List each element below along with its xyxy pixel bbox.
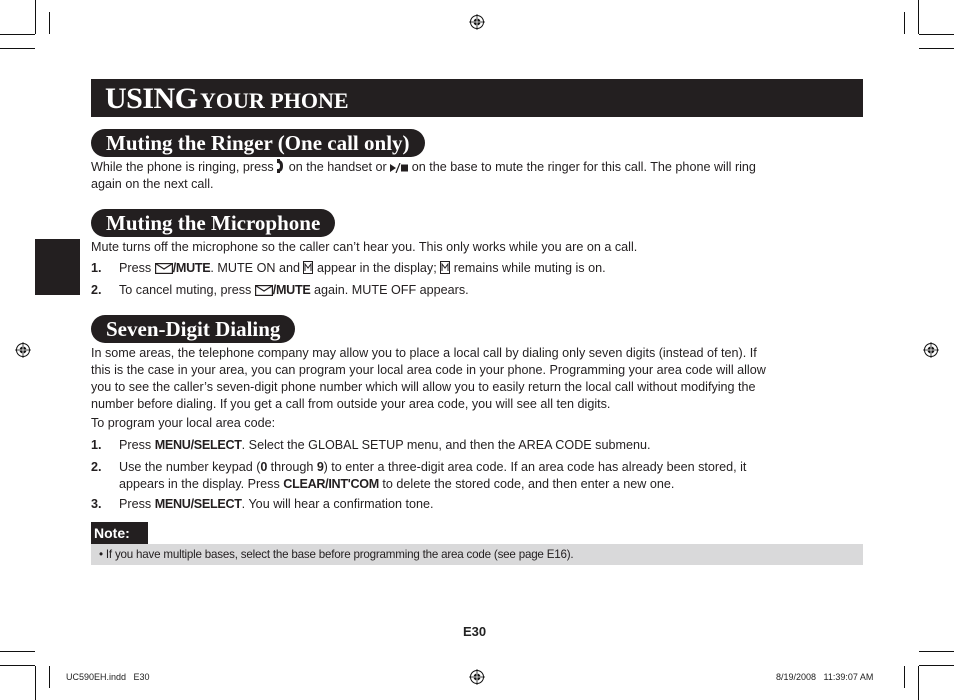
envelope-icon xyxy=(155,263,173,274)
footer-file: UC590EH.indd E30 xyxy=(66,672,150,682)
mute-step-number: 1. xyxy=(91,261,102,275)
mute-display-icon xyxy=(440,261,450,274)
crop-mark xyxy=(49,666,50,688)
crop-mark xyxy=(919,665,954,666)
area-step-2: Use the number keypad (0 through 9) to enter a three-digit area code. If an area code has already been stored, it appears in the display. Press CLEAR/INT'COM to delete the stored code, and then enter a new one. xyxy=(119,460,747,491)
area-step-3: Press MENU/SELECT. You will hear a confirmation tone. xyxy=(119,497,434,511)
crop-mark xyxy=(0,665,35,666)
crop-mark xyxy=(0,651,35,652)
section-heading-muting-ringer: Muting the Ringer (One call only) xyxy=(91,129,425,157)
section-heading-seven-digit: Seven-Digit Dialing xyxy=(91,315,295,343)
page-title-main: USING xyxy=(105,82,198,115)
crop-mark xyxy=(918,666,919,700)
area-step-number: 3. xyxy=(91,497,102,511)
registration-mark-icon xyxy=(15,342,31,358)
to-program-label: To program your local area code: xyxy=(91,416,276,430)
note-text: • If you have multiple bases, select the base before programming the area code (see page E16). xyxy=(91,544,863,565)
crop-mark xyxy=(919,651,954,652)
envelope-icon xyxy=(255,285,273,296)
handset-phone-icon xyxy=(277,159,285,173)
crop-mark xyxy=(0,48,35,49)
registration-mark-icon xyxy=(469,669,485,685)
mute-step-2: To cancel muting, press /MUTE again. MUTE OFF appears. xyxy=(119,283,469,297)
page-title-bar xyxy=(91,79,863,117)
area-step-number: 1. xyxy=(91,438,102,452)
seven-digit-paragraph: In some areas, the telephone company may allow you to place a local call by dialing only seven digits (instead of ten). If this is the case in your area, you can program your local area code in your phone. Programming your area code will allow you to see the caller’s seven-digit phone number which will allow you to easily return the local call without modifying the number before dialing. If you get a call from outside your area code, you will see all ten digits. xyxy=(91,346,766,411)
note-label: Note: xyxy=(91,522,148,544)
play-stop-icon xyxy=(390,163,408,173)
crop-mark xyxy=(919,48,954,49)
crop-mark xyxy=(919,34,954,35)
registration-mark-icon xyxy=(923,342,939,358)
mute-display-icon xyxy=(303,261,313,274)
crop-mark xyxy=(0,34,35,35)
crop-mark xyxy=(904,12,905,34)
page-title-sub: YOUR PHONE xyxy=(200,88,349,113)
crop-mark xyxy=(904,666,905,688)
mute-step-1: Press /MUTE. MUTE ON and appear in the display; remains while muting is on. xyxy=(119,261,606,275)
footer-date: 8/19/2008 11:39:07 AM xyxy=(776,672,874,682)
crop-mark xyxy=(49,12,50,34)
area-step-1: Press MENU/SELECT. Select the GLOBAL SETUP menu, and then the AREA CODE submenu. xyxy=(119,438,651,452)
section-heading-muting-microphone: Muting the Microphone xyxy=(91,209,335,237)
area-step-number: 2. xyxy=(91,460,102,474)
chapter-tab xyxy=(35,239,80,295)
crop-mark xyxy=(918,0,919,34)
ringer-paragraph: While the phone is ringing, press on the handset or on the base to mute the ringer for this call. The phone will ring again on the next call. xyxy=(91,160,756,191)
page-number: E30 xyxy=(463,624,487,639)
registration-mark-icon xyxy=(469,14,485,30)
microphone-intro: Mute turns off the microphone so the caller can’t hear you. This only works while you are on a call. xyxy=(91,240,638,254)
mute-step-number: 2. xyxy=(91,283,102,297)
crop-mark xyxy=(35,666,36,700)
crop-mark xyxy=(35,0,36,34)
